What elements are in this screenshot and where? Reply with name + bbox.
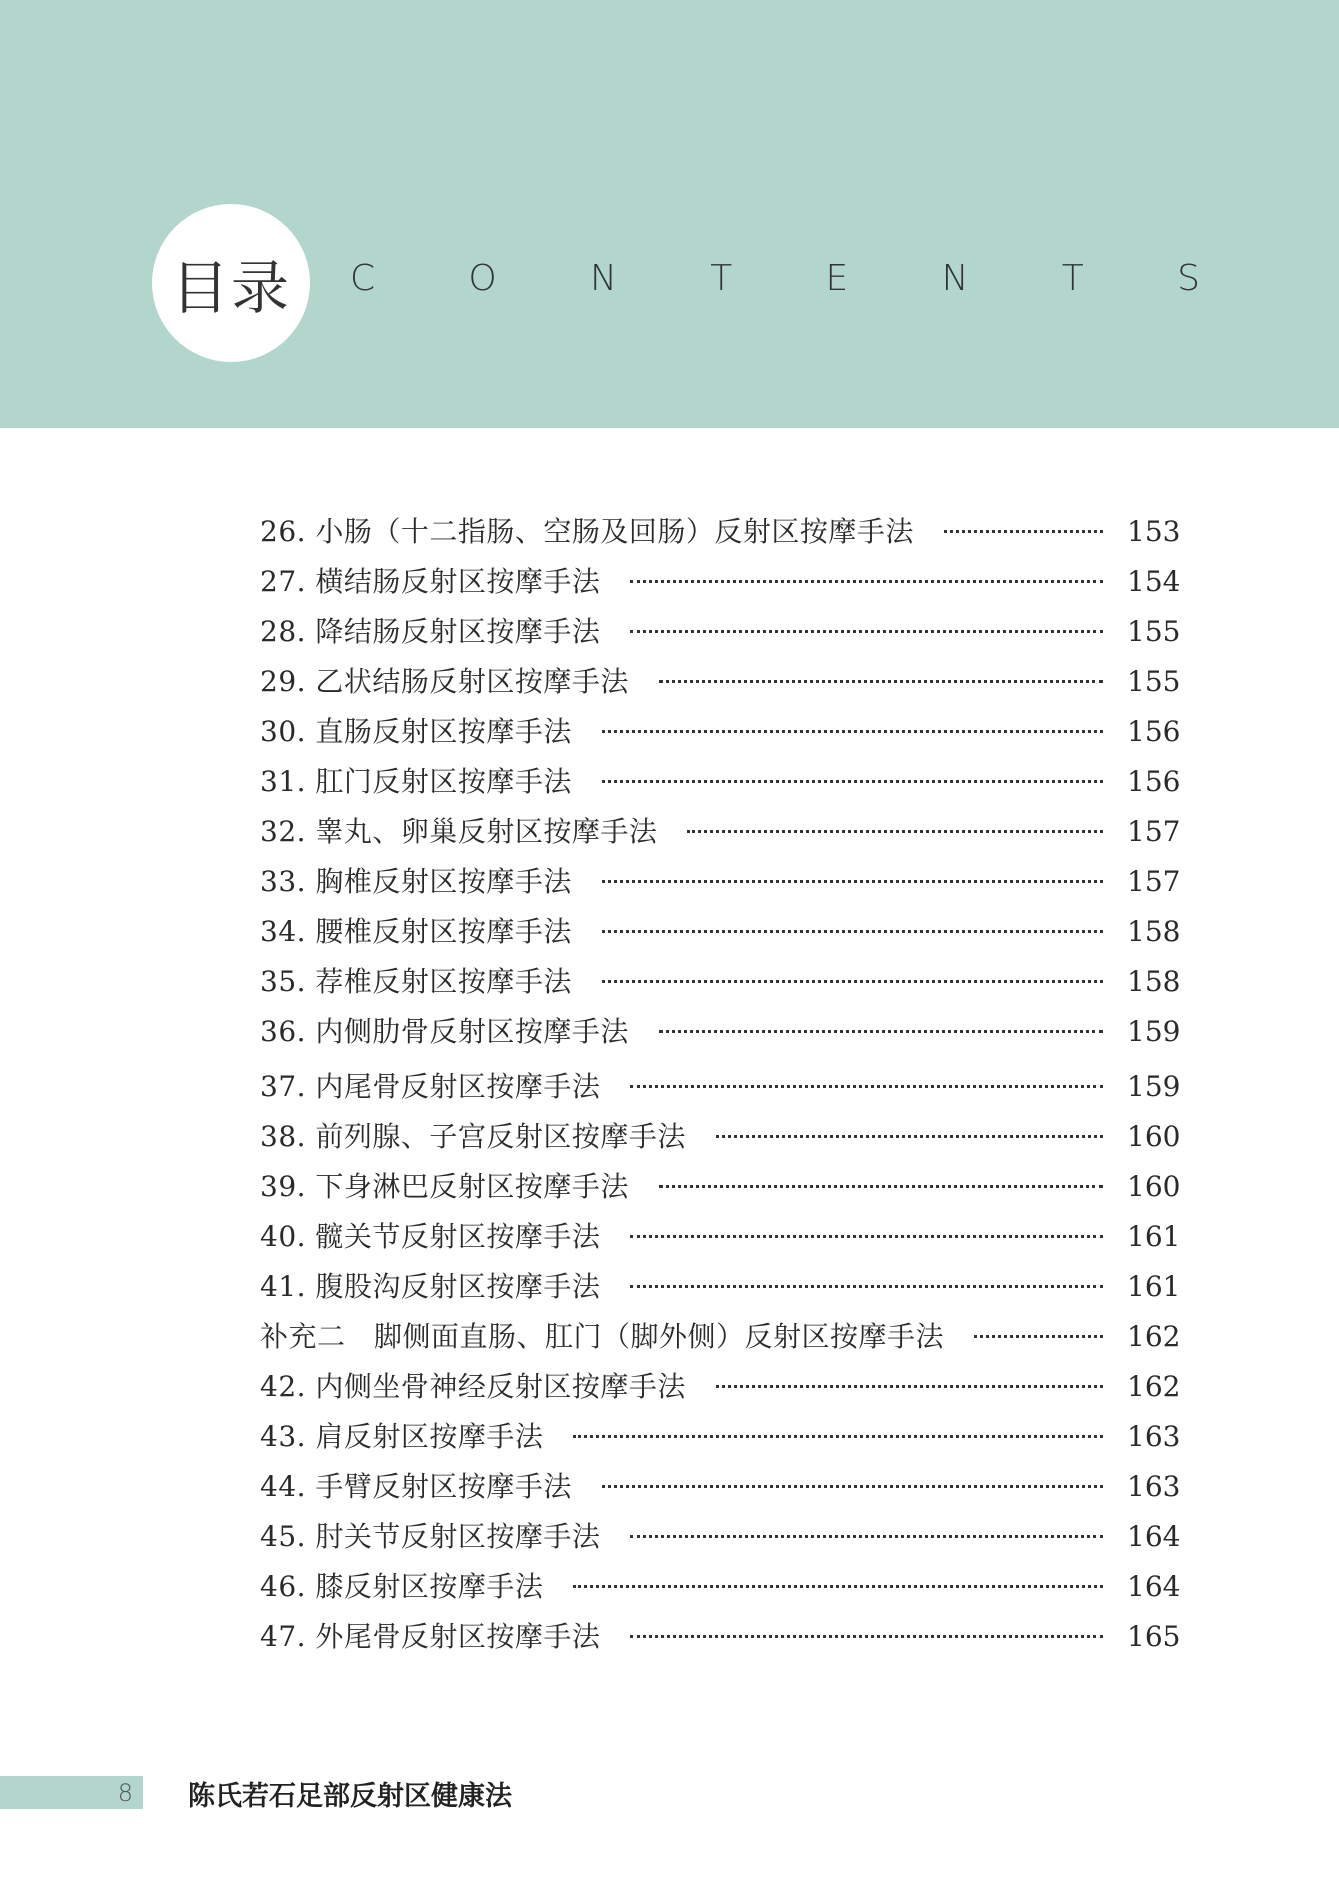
toc-entry-title: 37. 内尾骨反射区按摩手法: [260, 1070, 601, 1103]
toc-entry-title: 39. 下身淋巴反射区按摩手法: [260, 1170, 629, 1203]
toc-entry-title: 34. 腰椎反射区按摩手法: [260, 915, 572, 948]
contents-heading: [350, 258, 1200, 299]
toc-entry[interactable]: [260, 1617, 1181, 1667]
dot-leader: [602, 730, 1103, 733]
dot-leader: [630, 1535, 1103, 1538]
book-title: 陈氏若石足部反射区健康法: [188, 1781, 512, 1812]
dot-leader: [716, 1135, 1103, 1138]
toc-entry-page: 163: [1127, 1470, 1181, 1503]
toc-entry-title: 27. 横结肠反射区按摩手法: [260, 565, 601, 598]
toc-entry-title: 47. 外尾骨反射区按摩手法: [260, 1620, 601, 1653]
toc-entry-title: 41. 腹股沟反射区按摩手法: [260, 1270, 601, 1303]
contents-letter: N: [590, 258, 617, 299]
toc-entry-page: 154: [1127, 565, 1181, 598]
dot-leader: [659, 680, 1103, 683]
dot-leader: [687, 830, 1103, 833]
table-of-contents: [260, 512, 1181, 1667]
toc-entry[interactable]: [260, 962, 1181, 1012]
toc-entry[interactable]: [260, 812, 1181, 862]
toc-entry[interactable]: [260, 662, 1181, 712]
toc-entry-page: 156: [1127, 715, 1181, 748]
toc-entry-page: 163: [1127, 1420, 1181, 1453]
contents-letter: O: [468, 258, 497, 299]
toc-entry-page: 157: [1127, 815, 1181, 848]
dot-leader: [573, 1585, 1103, 1588]
contents-letter: N: [941, 258, 969, 299]
dot-leader: [573, 1435, 1103, 1438]
footer-tab: [0, 1776, 143, 1809]
toc-entry-title: 26. 小肠（十二指肠、空肠及回肠）反射区按摩手法: [260, 515, 914, 548]
toc-entry-page: 164: [1127, 1520, 1181, 1553]
dot-leader: [602, 1485, 1103, 1488]
toc-entry-title: 42. 内侧坐骨神经反射区按摩手法: [260, 1370, 686, 1403]
toc-entry[interactable]: [260, 1517, 1181, 1567]
toc-entry-page: 161: [1127, 1270, 1181, 1303]
toc-entry-page: 162: [1127, 1320, 1181, 1353]
contents-letter: S: [1177, 258, 1200, 299]
toc-entry-page: 155: [1127, 665, 1181, 698]
toc-entry-title: 40. 髋关节反射区按摩手法: [260, 1220, 601, 1253]
toc-entry-page: 161: [1127, 1220, 1181, 1253]
toc-entry[interactable]: [260, 1217, 1181, 1267]
toc-entry-title: 44. 手臂反射区按摩手法: [260, 1470, 572, 1503]
dot-leader: [716, 1385, 1103, 1388]
toc-entry[interactable]: [260, 1067, 1181, 1117]
dot-leader: [630, 1635, 1103, 1638]
title-circle: [152, 204, 310, 362]
dot-leader: [630, 580, 1103, 583]
toc-entry-page: 160: [1127, 1120, 1181, 1153]
toc-entry-title: 补充二 脚侧面直肠、肛门（脚外侧）反射区按摩手法: [260, 1320, 945, 1353]
toc-entry[interactable]: [260, 612, 1181, 662]
toc-entry[interactable]: [260, 1367, 1181, 1417]
dot-leader: [602, 880, 1103, 883]
toc-entry-title: 30. 直肠反射区按摩手法: [260, 715, 572, 748]
toc-entry-page: 159: [1127, 1015, 1181, 1048]
contents-letter: C: [350, 258, 376, 299]
dot-leader: [974, 1335, 1103, 1338]
toc-entry-page: 162: [1127, 1370, 1181, 1403]
toc-entry-title: 46. 膝反射区按摩手法: [260, 1570, 544, 1603]
dot-leader: [630, 1285, 1103, 1288]
toc-entry[interactable]: [260, 512, 1181, 562]
toc-entry-page: 158: [1127, 965, 1181, 998]
dot-leader: [602, 930, 1103, 933]
toc-entry[interactable]: [260, 1012, 1181, 1062]
toc-entry[interactable]: [260, 1267, 1181, 1317]
dot-leader: [602, 780, 1103, 783]
dot-leader: [659, 1185, 1103, 1188]
toc-entry[interactable]: [260, 1167, 1181, 1217]
dot-leader: [602, 980, 1103, 983]
dot-leader: [630, 630, 1103, 633]
contents-letter: T: [710, 258, 733, 299]
page-title: 目录: [170, 254, 291, 322]
toc-entry-title: 36. 内侧肋骨反射区按摩手法: [260, 1015, 629, 1048]
toc-entry-page: 157: [1127, 865, 1181, 898]
toc-entry-page: 159: [1127, 1070, 1181, 1103]
toc-entry-page: 156: [1127, 765, 1181, 798]
toc-entry[interactable]: [260, 762, 1181, 812]
dot-leader: [659, 1030, 1103, 1033]
page-number: 8: [117, 1778, 133, 1807]
toc-entry[interactable]: [260, 1417, 1181, 1467]
toc-entry-title: 38. 前列腺、子宫反射区按摩手法: [260, 1120, 686, 1153]
toc-entry-title: 32. 睾丸、卵巢反射区按摩手法: [260, 815, 658, 848]
toc-entry-page: 160: [1127, 1170, 1181, 1203]
toc-entry-page: 155: [1127, 615, 1181, 648]
toc-entry[interactable]: [260, 1467, 1181, 1517]
toc-entry-title: 31. 肛门反射区按摩手法: [260, 765, 572, 798]
toc-entry-page: 153: [1127, 515, 1181, 548]
toc-entry[interactable]: [260, 1317, 1181, 1367]
toc-entry[interactable]: [260, 562, 1181, 612]
contents-letter: E: [825, 258, 849, 299]
toc-entry[interactable]: [260, 1567, 1181, 1617]
toc-entry-title: 29. 乙状结肠反射区按摩手法: [260, 665, 629, 698]
toc-entry[interactable]: [260, 862, 1181, 912]
toc-entry-title: 33. 胸椎反射区按摩手法: [260, 865, 572, 898]
contents-letter: T: [1061, 258, 1084, 299]
dot-leader: [630, 1235, 1103, 1238]
dot-leader: [944, 530, 1103, 533]
toc-entry-title: 43. 肩反射区按摩手法: [260, 1420, 544, 1453]
toc-entry-title: 28. 降结肠反射区按摩手法: [260, 615, 601, 648]
toc-entry[interactable]: [260, 1117, 1181, 1167]
toc-entry[interactable]: [260, 712, 1181, 762]
toc-entry[interactable]: [260, 912, 1181, 962]
toc-entry-title: 35. 荐椎反射区按摩手法: [260, 965, 572, 998]
toc-entry-page: 165: [1127, 1620, 1181, 1653]
toc-entry-page: 158: [1127, 915, 1181, 948]
toc-entry-title: 45. 肘关节反射区按摩手法: [260, 1520, 601, 1553]
toc-entry-page: 164: [1127, 1570, 1181, 1603]
dot-leader: [630, 1085, 1103, 1088]
